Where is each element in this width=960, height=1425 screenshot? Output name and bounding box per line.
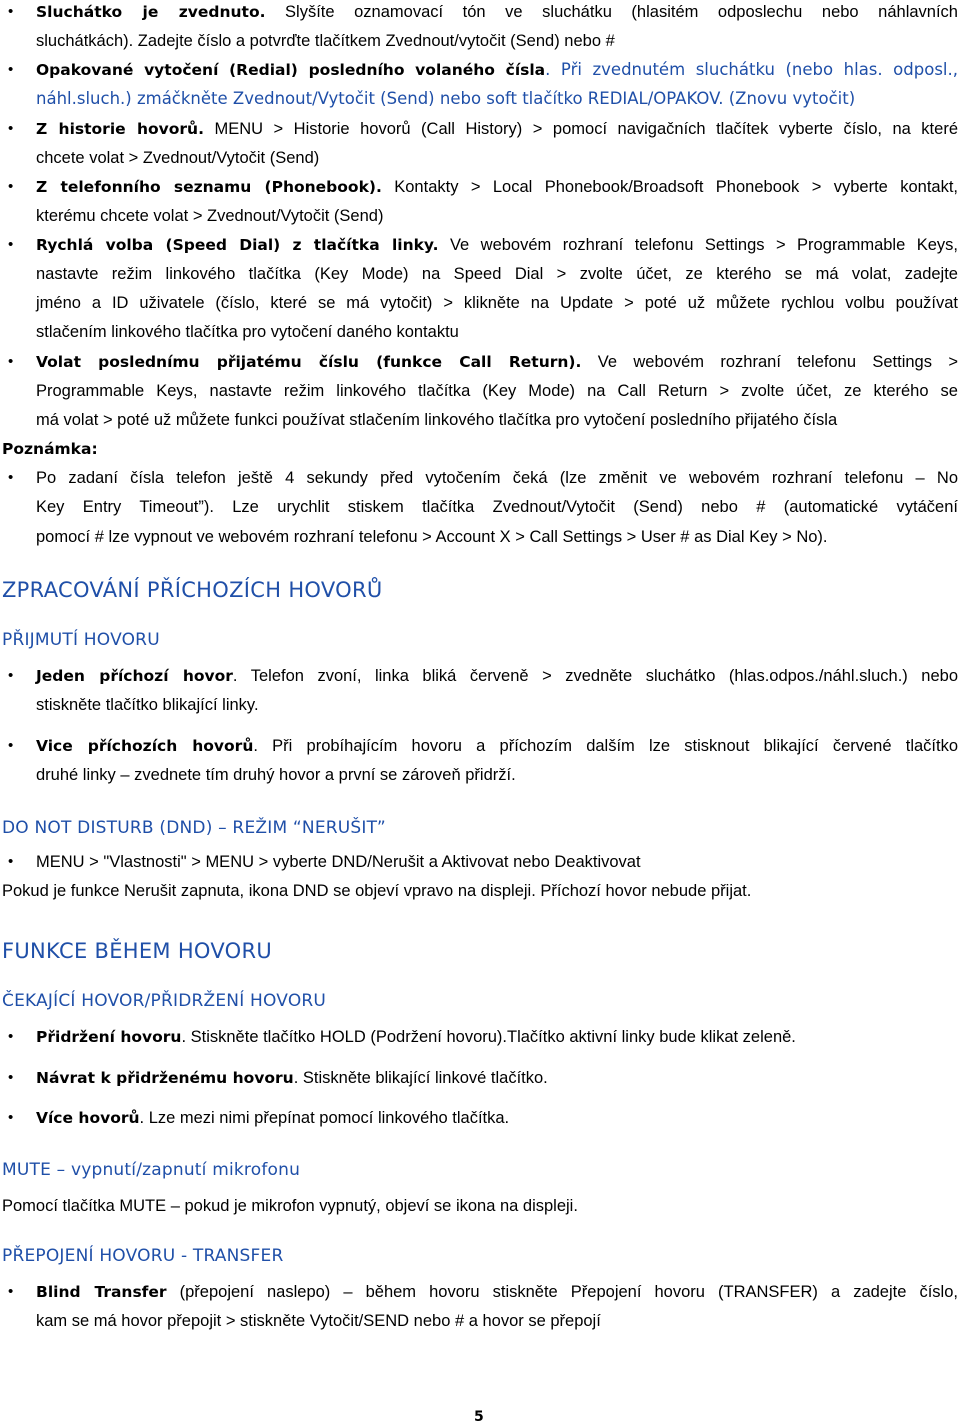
off-hook-line-2: sluchátkách). Zadejte číslo a potvrďte tlačítkem Zvednout/vytočit (Send) nebo # [36,32,615,50]
multi-calls-item [36,1108,958,1128]
dnd-item: MENU > "Vlastnosti" > MENU > vyberte DND/Nerušit a Aktivovat nebo Deaktivovat [36,853,641,871]
history-line-1 [36,119,958,139]
call-return-bold: Volat poslednímu přijatému číslu (funkce Call Return). [36,353,582,371]
note-line-1: Po zadaní čísla telefon ještě 4 sekundy před vytočením čeká (lze změnit ve webovém rozhraní telefonu – No [36,469,958,487]
speed-dial-line-3: jméno a ID uživatele (číslo, které se má vytočit) > klikněte na Update > poté už můžete rychlou volbu používat [36,294,958,312]
call-return-line-3: má volat > poté už můžete funkci používat stlačením linkového tlačítka pro vytočení posledního přijatého čísla [36,411,838,429]
off-hook-line-1 [36,2,958,22]
single-call-line-2: stiskněte tlačítko blikající linky. [36,696,259,714]
multi-call-line-2: druhé linky – zvednete tím druhý hovor a první se zároveň přidrží. [36,766,516,784]
single-call-text: . Telefon zvoní, linka bliká červeně > zvedněte sluchátko (hlas.odpos./náhl.sluch.) nebo [232,667,958,685]
redial-text-2a: náhl.sluch. [36,89,126,108]
bullet-icon: • [8,853,14,870]
bullet-icon: • [8,353,14,370]
call-return-text: Ve webovém rozhraní telefonu Settings > [581,353,958,371]
bullet-icon: • [8,1283,14,1300]
redial-bold: Opakované vytočení (Redial) posledního volaného čísla [36,61,546,79]
bullet-icon: • [8,469,14,486]
transfer-line-1 [36,1282,958,1302]
note-label: Poznámka: [2,440,98,458]
phonebook-line-1 [36,177,958,197]
bullet-icon: • [8,1069,14,1086]
resume-bold: Návrat k přidrženému hovoru [36,1069,294,1087]
history-text: MENU > Historie hovorů (Call History) > pomocí navigačních tlačítek vyberte číslo, na které [203,120,958,138]
bullet-icon: • [8,61,14,78]
transfer-text: (přepojení naslepo) – během hovoru stiskněte Přepojení hovoru (TRANSFER) a zadejte číslo, [166,1283,958,1301]
multi-call-line-1 [36,736,958,756]
during-section-title: FUNKCE BĚHEM HOVORU [2,939,273,963]
bullet-icon: • [8,667,14,684]
redial-line-2 [36,89,958,109]
page-number: 5 [474,1409,484,1425]
speed-dial-text: Ve webovém rozhraní telefonu Settings > Programmable Keys, [438,236,958,254]
multi-call-bold: Vice příchozích hovorů [36,737,254,755]
answer-title: PŘIJMUTÍ HOVORU [2,630,160,650]
dnd-title: DO NOT DISTURB (DND) – REŽIM “NERUŠIT” [2,818,386,838]
call-return-line-1 [36,352,958,372]
transfer-bold: Blind Transfer [36,1283,167,1301]
bullet-icon: • [8,120,14,137]
bullet-icon: • [8,1109,14,1126]
multi-calls-bold: Více hovorů [36,1109,140,1127]
speed-dial-line-4: stlačením linkového tlačítka pro vytočení daného kontaktu [36,323,459,341]
speed-dial-line-1 [36,235,958,255]
mute-title: MUTE – vypnutí/zapnutí mikrofonu [2,1160,301,1180]
bullet-icon: • [8,3,14,20]
redial-text: . Při zvednutém sluchátku (nebo hlas. odposl., [545,60,958,79]
bullet-icon: • [8,737,14,754]
off-hook-text: Slyšíte oznamovací tón ve sluchátku (hlasitém odposlechu nebo náhlavních [265,3,958,21]
resume-text: . Stiskněte blikající linkové tlačítko. [293,1069,548,1087]
hold-bold: Přidržení hovoru [36,1028,182,1046]
hold-title: ČEKAJÍCÍ HOVOR/PŘIDRŽENÍ HOVORU [2,991,327,1011]
hold-text: . Stiskněte tlačítko HOLD (Podržení hovoru).Tlačítko aktivní linky bude klikat zeleně. [181,1028,796,1046]
note-line-3: pomocí # lze vypnout ve webovém rozhraní telefonu > Account X > Call Settings > User # as Dial Key > No). [36,528,828,546]
off-hook-bold: Sluchátko je zvednuto. [36,3,266,21]
incoming-section-title: ZPRACOVÁNÍ PŘÍCHOZÍCH HOVORŮ [2,578,383,602]
phonebook-text: Kontakty > Local Phonebook/Broadsoft Phonebook > vyberte kontakt, [381,178,959,196]
phonebook-line-2: kterému chcete volat > Zvednout/Vytočit (Send) [36,207,384,225]
redial-text-2b: ) zmáčkněte Zvednout/Vytočit (Send) nebo soft tlačítko REDIAL/OPAKOV. [125,89,724,108]
hold-item [36,1027,958,1047]
speed-dial-line-2: nastavte režim linkového tlačítka (Key Mode) na Speed Dial > zvolte účet, ze kterého se má volat, zadejte [36,265,958,283]
bullet-icon: • [8,236,14,253]
single-call-line-1 [36,666,958,686]
mute-text: Pomocí tlačítka MUTE – pokud je mikrofon vypnutý, objeví se ikona na displeji. [2,1197,578,1215]
phonebook-bold: Z telefonního seznamu (Phonebook). [36,178,382,196]
bullet-icon: • [8,1028,14,1045]
resume-item [36,1068,958,1088]
bullet-icon: • [8,178,14,195]
transfer-line-2: kam se má hovor přepojit > stiskněte Vytočit/SEND nebo # a hovor se přepojí [36,1312,601,1330]
redial-text-2c: (Znovu vytočit) [723,89,856,108]
history-bold: Z historie hovorů. [36,120,204,138]
transfer-title: PŘEPOJENÍ HOVORU - TRANSFER [2,1246,284,1266]
speed-dial-bold: Rychlá volba (Speed Dial) z tlačítka linky. [36,236,439,254]
redial-line-1 [36,60,958,80]
single-call-bold: Jeden příchozí hovor [36,667,233,685]
multi-calls-text: . Lze mezi nimi přepínat pomocí linkového tlačítka. [139,1109,510,1127]
multi-call-text: . Při probíhajícím hovoru a příchozím dalším lze stisknout blikající červené tlačítko [253,737,959,755]
dnd-text: Pokud je funkce Nerušit zapnuta, ikona DND se objeví vpravo na displeji. Příchozí hovor nebude přijat. [2,882,752,900]
call-return-line-2: Programmable Keys, nastavte režim linkového tlačítka (Key Mode) na Call Return > zvolte účet, ze kterého se [36,382,958,400]
note-line-2: Key Entry Timeout”). Lze urychlit stiskem tlačítka Zvednout/Vytočit (Send) nebo # (automatické vytáčení [36,498,958,516]
history-line-2: chcete volat > Zvednout/Vytočit (Send) [36,149,320,167]
